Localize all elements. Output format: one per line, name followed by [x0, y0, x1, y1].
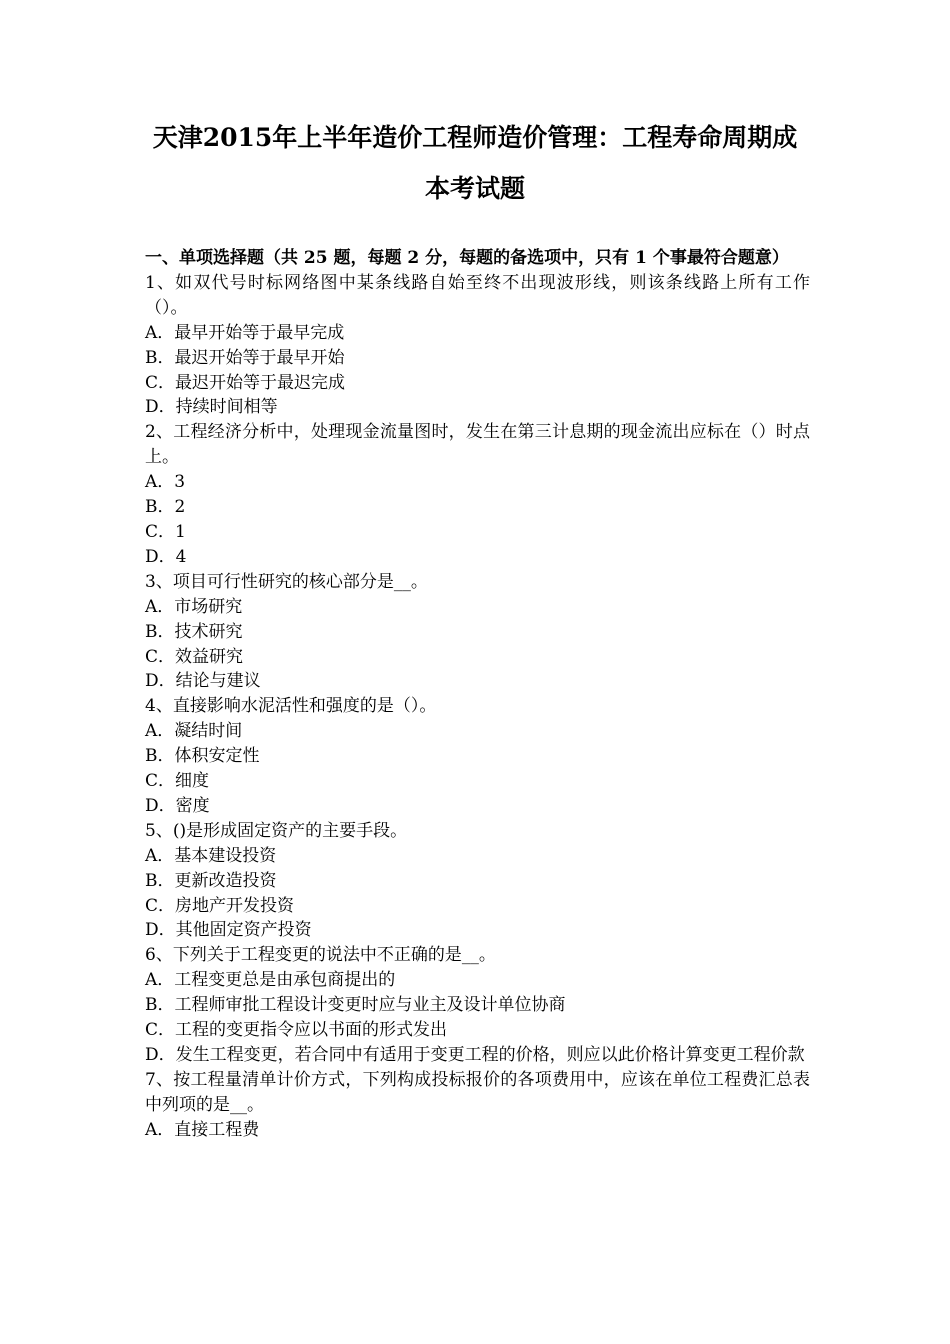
document-title-line-2: 本考试题	[424, 174, 525, 203]
question-stem: 7、按工程量清单计价方式，下列构成投标报价的各项费用中，应该在单位工程费汇总表中列项的是__。	[145, 1069, 810, 1115]
document-title-line-1: 天津2015年上半年造价工程师造价管理：工程寿命周期成	[152, 123, 798, 152]
question-stem: 1、如双代号时标网络图中某条线路自始至终不出现波形线，则该条线路上所有工作（）。	[145, 272, 810, 318]
answer-option: B．更新改造投资	[145, 870, 277, 891]
answer-option: D．密度	[145, 795, 210, 816]
answer-option: B．最迟开始等于最早开始	[145, 347, 345, 368]
answer-option: D．结论与建议	[145, 671, 261, 692]
answer-option: C．最迟开始等于最迟完成	[145, 372, 346, 393]
answer-option: B．工程师审批工程设计变更时应与业主及设计单位协商	[145, 995, 566, 1016]
section-heading: 一、单项选择题（共 25 题，每题 2 分，每题的备选项中，只有 1 个事最符合题意）	[145, 248, 789, 268]
answer-option: A．市场研究	[145, 596, 243, 617]
question-stem: 6、下列关于工程变更的说法中不正确的是__。	[145, 945, 496, 966]
question-stem: 5、()是形成固定资产的主要手段。	[145, 820, 408, 841]
answer-option: C．工程的变更指令应以书面的形式发出	[145, 1020, 448, 1041]
answer-option: B．2	[145, 497, 186, 518]
answer-option: B．技术研究	[145, 621, 243, 642]
answer-option: D．持续时间相等	[145, 397, 278, 418]
question-stem: 3、项目可行性研究的核心部分是__。	[145, 571, 428, 592]
question-stem: 2、工程经济分析中，处理现金流量图时，发生在第三计息期的现金流出应标在（）时点上。	[145, 422, 810, 468]
answer-option: A．凝结时间	[145, 721, 243, 742]
answer-option: C．1	[145, 521, 186, 542]
question-list	[145, 271, 810, 1143]
answer-option: C．效益研究	[145, 646, 244, 667]
answer-option: D．其他固定资产投资	[145, 920, 312, 941]
answer-option: D．4	[145, 546, 187, 567]
answer-option: C．房地产开发投资	[145, 895, 295, 916]
answer-option: A．直接工程费	[145, 1119, 260, 1140]
question-stem: 4、直接影响水泥活性和强度的是（）。	[145, 696, 437, 717]
answer-option: B．体积安定性	[145, 746, 260, 767]
answer-option: A．3	[145, 472, 186, 493]
answer-option: A．基本建设投资	[145, 845, 277, 866]
answer-option: A．最早开始等于最早完成	[145, 322, 345, 343]
answer-option: D．发生工程变更，若合同中有适用于变更工程的价格，则应以此价格计算变更工程价款	[145, 1045, 805, 1065]
document-body	[145, 246, 810, 1143]
answer-option: A．工程变更总是由承包商提出的	[145, 970, 396, 991]
answer-option: C．细度	[145, 771, 210, 792]
